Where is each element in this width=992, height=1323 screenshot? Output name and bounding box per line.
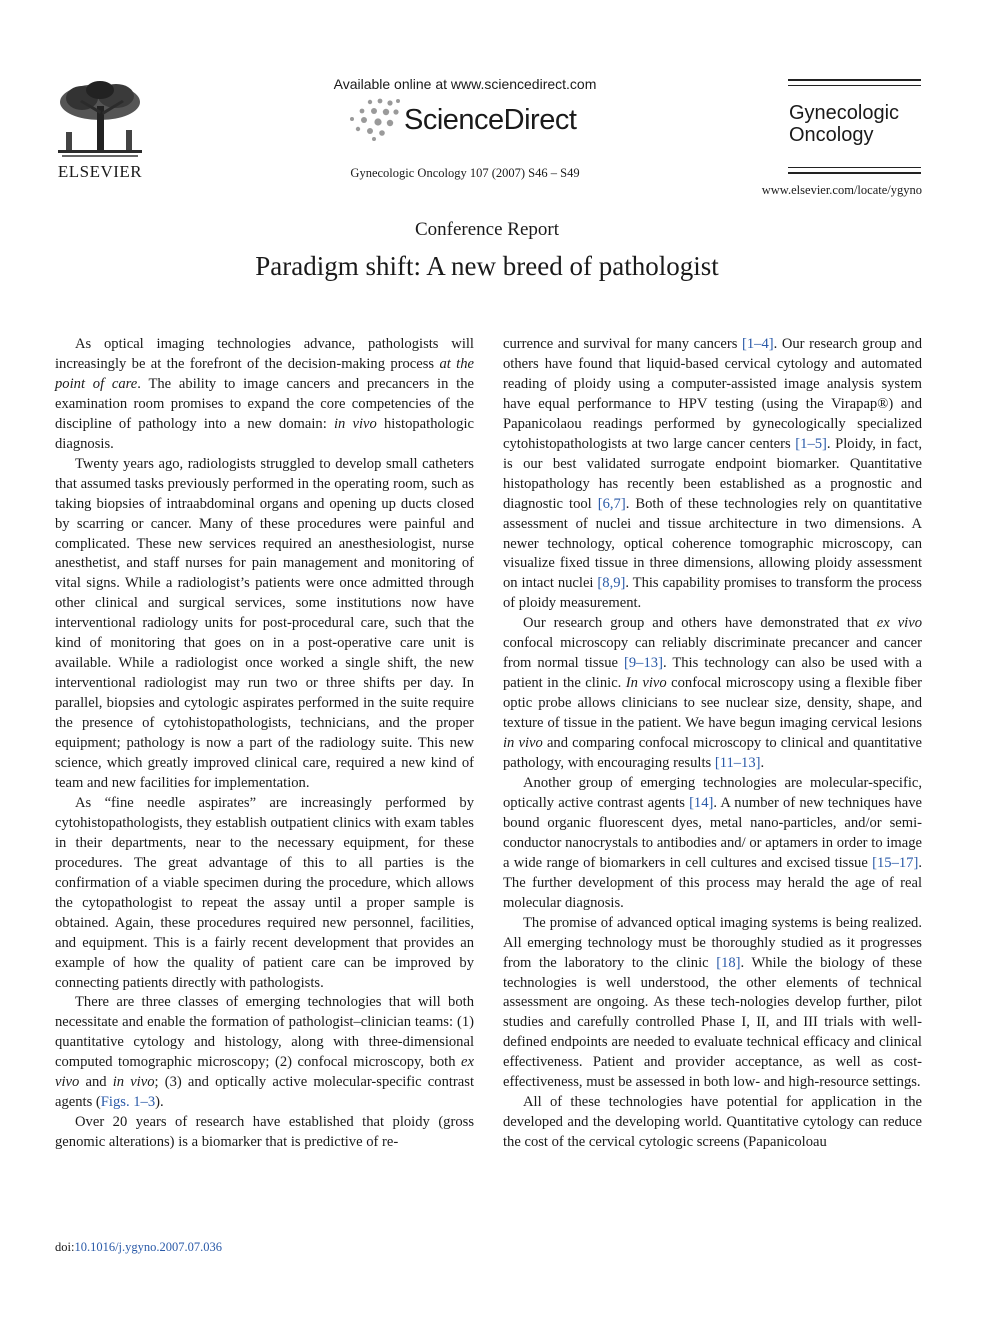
article-title: Paradigm shift: A new breed of pathologist [255, 251, 719, 281]
paragraph: As “fine needle aspirates” are increasingly performed by cytohistopathologists, they establish outpatient clinics with exam tables in their departments, near to the necessary equipment, for these procedures. The great advantage of this to all parties is the confirmation of a viable specimen during the procedure, which allows the cytopathologist to repeat the assay until a proper sample is obtained. Again, these procedures required new personnel, facilities, and equipment. This is a fairly recent development that provides an example of how the quality of patient care can be improved by connecting patients directly with pathologists. [55, 794, 474, 991]
journal-citation: Gynecologic Oncology 107 (2007) S46 – S49 [350, 166, 580, 180]
citation-link[interactable]: [15–17] [872, 854, 919, 871]
citation-link[interactable]: [9–13] [624, 655, 663, 672]
paragraph: The promise of advanced optical imaging systems is being realized. All emerging technology must be thoroughly studied as it progresses from the laboratory to the clinic [18]. While the biology of these technologies is well understood, the other elements of technical assessment are ongoing. As these tech-nologies develop further, pilot studies and carefully controlled Phase I, II, and III trials with well-defined endpoints are needed to evaluate technical efficacy and clinical effectiveness. Patient and provider acceptance, as well as cost-effectiveness, must be assessed in both low- and high-resource settings. [503, 914, 922, 1091]
citation-link[interactable]: [6,7] [597, 495, 626, 512]
citation-link[interactable]: [1–4] [741, 336, 774, 352]
citation-link[interactable]: [14] [689, 794, 714, 811]
paragraph: currence and survival for many cancers [1–4]. Our research group and others have found that liquid-based cervical cytology and automated reading of ploidy using a computer-assisted image analysis system have equal performance to HPV testing (using the Virapap®) and Papanicolaou readings performed by gynecologically specialized cytohistopathologists at two large cancer centers [1–5]. Ploidy, in fact, is our best validated surrogate endpoint biomarker. Quantitative histopathology has recently been established as a prognostic and diagnostic tool [6,7]. Both of these technologies rely on quantitative assessment of nuclei and tissue architecture in two dimensions. A newer technology, optical coherence tomographic microscopy, can visualize fixed tissue in three dimensions, allowing ploidy assessment on intact nuclei [8,9]. This capability promises to transform the process of ploidy measurement. [503, 336, 922, 612]
figure-reference-link[interactable]: Figs. 1–3 [100, 1094, 156, 1111]
sciencedirect-dots-icon [348, 96, 404, 142]
doi-link[interactable]: 10.1016/j.ygyno.2007.07.036 [74, 1240, 223, 1254]
elsevier-tree-icon [52, 80, 148, 162]
right-column [503, 335, 922, 1153]
doi-line [55, 1240, 222, 1255]
journal-url[interactable]: www.elsevier.com/locate/ygyno [761, 183, 922, 197]
paragraph: All of these technologies have potential for application in the developed and the developing world. Quantitative cytology can reduce the cost of the cervical cytologic screens (Papanicoloau [503, 1094, 922, 1151]
available-online-text[interactable]: Available online at www.sciencedirect.com [333, 76, 597, 92]
citation-link[interactable]: [11–13] [714, 755, 761, 772]
citation-link[interactable]: [8,9] [597, 575, 626, 592]
journal-rule-top [788, 79, 921, 86]
platform-name: ScienceDirect [404, 104, 577, 136]
paragraph: As optical imaging technologies advance, pathologists will increasingly be at the forefront of the decision-making process at the point of care. The ability to image cancers and precancers in the examination room promises to expand the core competencies of the discipline of pathology into a new domain: in vivo histopathologic diagnosis. [55, 336, 474, 452]
paragraph: There are three classes of emerging technologies that will both necessitate and enable the formation of pathologist–clinician teams: (1) quantitative cytology and histology, along with three-dimensional computed tomographic microscopy; (2) confocal microscopy, both ex vivo and in vivo; (3) and optically active molecular-specific contrast agents (Figs. 1–3). [55, 994, 474, 1111]
paragraph: Our research group and others have demonstrated that ex vivo confocal microscopy can reliably discriminate precancer and cancer from normal tissue [9–13]. This technology can also be used with a patient in the clinic. In vivo confocal microscopy using a flexible fiber optic probe allows clinicians to see nuclear size, density, shape, and texture of tissue in the patient. We have begun imaging cervical lesions in vivo and comparing confocal microscopy to clinical and quantitative pathology, with encouraging results [11–13]. [503, 615, 922, 772]
journal-title [789, 102, 899, 146]
citation-link[interactable]: [18] [716, 954, 741, 971]
paragraph: Twenty years ago, radiologists struggled to develop small catheters that assumed tasks previously performed in the operating room, such as taking biopsies of intraabdominal organs and opening up ducts closed by scarring or cancer. Many of these procedures were painful and complicated. These new services required an anesthesiologist, nurse anesthetist, and staff nurses for pain management and monitoring of vital signs. While a radiologist’s patients were once admitted through other clinical and surgical services, some institutions now have interventional radiology units for post-procedural care, such that the kind of monitoring that goes on in a post-operative care unit is available. While a radiologist once worked a single shift, the new interventional radiologist may run two or three shifts per day. In parallel, biopsies and cytologic aspirates performed in the suite require the presence of cytohistopathologists, technicians, and the proper equipment; pathology is now a part of the radiology suite. This new science, which greatly improved clinical care, required a new kind of team and new facilities for implementation. [55, 455, 474, 791]
paragraph: Over 20 years of research have established that ploidy (gross genomic alterations) is a biomarker that is predictive of re- [55, 1114, 474, 1151]
left-column [55, 335, 474, 1153]
journal-title-line1: Gynecologic [789, 102, 900, 124]
paragraph: Another group of emerging technologies are molecular-specific, optically active contrast agents [14]. A number of new techniques have bound organic fluorescent dyes, metal nano-particles, and/or semi-conductor nanocrystals to antibodies and/ or aptamers in order to image a wide range of biomarkers in cell cultures and excised tissue [15–17]. The further development of this process may herald the age of real molecular diagnosis. [503, 774, 922, 911]
publisher-name: ELSEVIER [57, 162, 143, 181]
journal-title-line2: Oncology [789, 124, 874, 146]
citation-link[interactable]: [1–5] [795, 435, 827, 452]
publisher-logo [52, 80, 148, 162]
article-type: Conference Report [414, 219, 560, 240]
journal-rule-bottom [788, 167, 921, 174]
doi-label: doi: [55, 1240, 75, 1254]
